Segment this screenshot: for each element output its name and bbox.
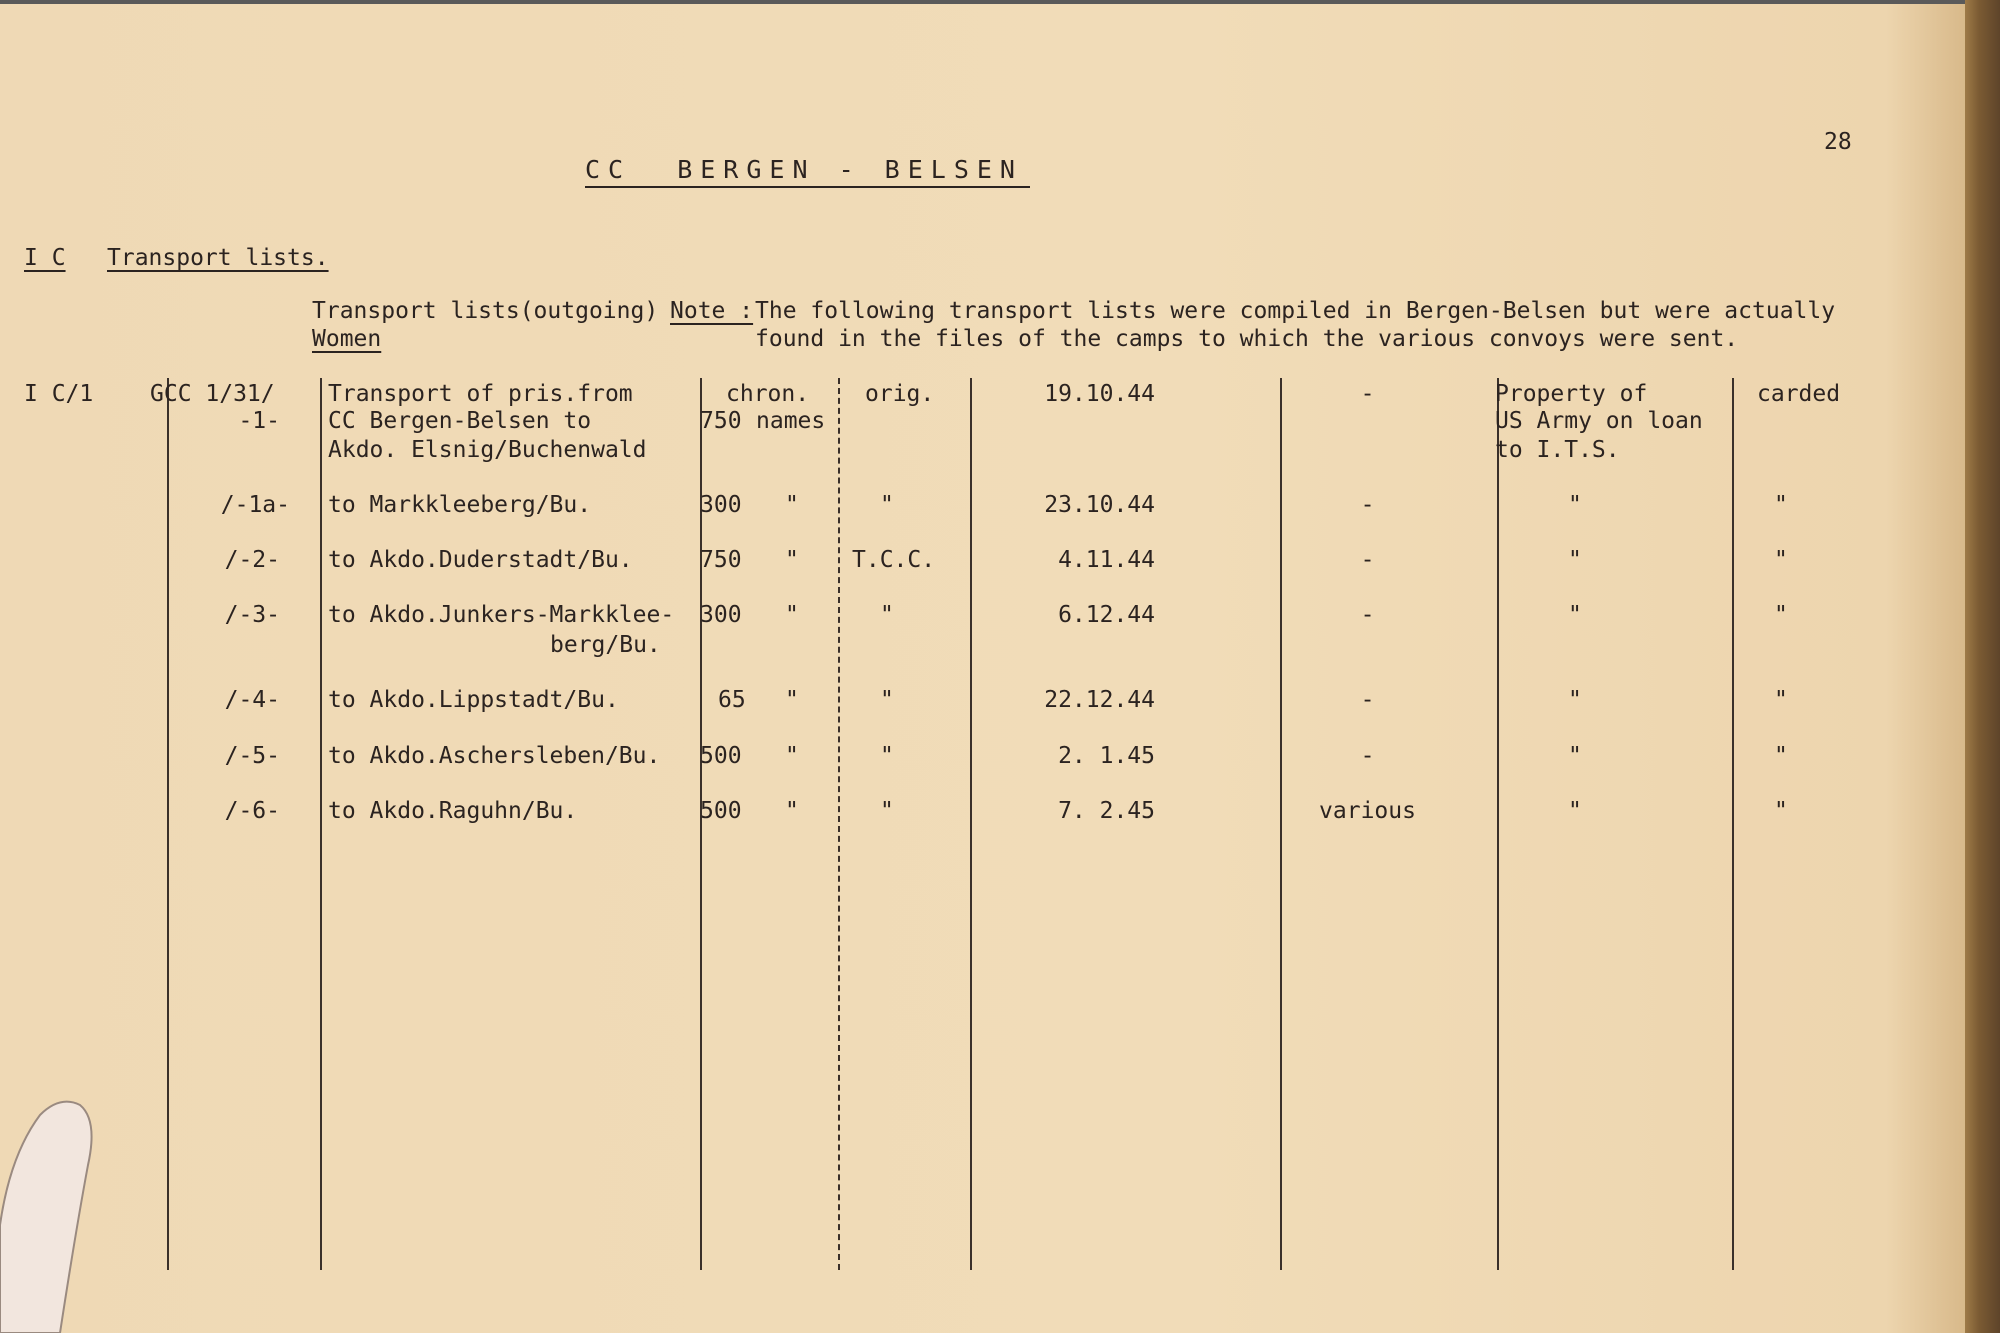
description: to Akdo.Junkers-Markklee- — [328, 602, 675, 628]
status: " — [1774, 743, 1788, 769]
title-underline — [585, 186, 1030, 188]
description: CC Bergen-Belsen to — [328, 408, 592, 434]
list-type: Transport lists(outgoing) — [312, 298, 659, 324]
count: 750 — [700, 547, 742, 573]
count: 500 — [700, 798, 742, 824]
kind: " — [785, 602, 799, 628]
kind: " — [785, 798, 799, 824]
row-label: I C/1 — [24, 381, 94, 407]
note: various — [1319, 798, 1416, 824]
kind: " — [785, 687, 799, 713]
property: " — [1568, 687, 1582, 713]
ref-number: /-4- — [224, 687, 280, 713]
page-title: CC BERGEN - BELSEN — [585, 155, 1023, 184]
date: 7. 2.45 — [1058, 798, 1155, 824]
date: 22.12.44 — [1044, 687, 1155, 713]
note-line-1: The following transport lists were compiled in Bergen-Belsen but were actually — [755, 298, 1836, 324]
ref-number: -1- — [238, 408, 280, 434]
property: " — [1568, 492, 1582, 518]
property: " — [1568, 743, 1582, 769]
property: " — [1568, 602, 1582, 628]
column-rule — [838, 378, 840, 1270]
ref-prefix: GCC 1/31/ — [150, 381, 275, 407]
count: 750 — [700, 408, 742, 434]
date: 6.12.44 — [1058, 602, 1155, 628]
section-label: Transport lists. — [107, 245, 329, 271]
description: to Akdo.Raguhn/Bu. — [328, 798, 578, 824]
property: " — [1568, 547, 1582, 573]
date: 23.10.44 — [1044, 492, 1155, 518]
column-rule — [1497, 378, 1499, 1270]
note: - — [1360, 381, 1375, 407]
section-code: I C — [24, 245, 66, 271]
note-line-2: found in the files of the camps to which the various convoys were sent. — [755, 326, 1739, 352]
date: 4.11.44 — [1058, 547, 1155, 573]
kind: names — [756, 408, 826, 434]
ref-number: /-3- — [224, 602, 280, 628]
description: berg/Bu. — [550, 632, 661, 658]
top-border — [0, 0, 1965, 4]
origin: " — [880, 743, 894, 769]
kind-chron: chron. — [726, 381, 810, 407]
kind: " — [785, 743, 799, 769]
property: Property of — [1495, 381, 1648, 407]
description: to Akdo.Lippstadt/Bu. — [328, 687, 619, 713]
status: " — [1774, 687, 1788, 713]
ref-number: /-6- — [224, 798, 280, 824]
origin: " — [880, 687, 894, 713]
description: to Akdo.Aschersleben/Bu. — [328, 743, 661, 769]
property: US Army on loan — [1495, 408, 1703, 434]
binding-edge — [1965, 0, 2000, 1333]
gender-label: Women — [312, 326, 382, 352]
status: carded — [1757, 381, 1841, 407]
column-rule — [320, 378, 322, 1270]
count: 300 — [700, 602, 742, 628]
note-label: Note : — [670, 298, 754, 324]
ref-number: /-5- — [224, 743, 280, 769]
ref-number: /-2- — [224, 547, 280, 573]
ref-number: /-1a- — [220, 492, 290, 518]
date: 2. 1.45 — [1058, 743, 1155, 769]
description: to Akdo.Duderstadt/Bu. — [328, 547, 633, 573]
status: " — [1774, 547, 1788, 573]
description: Akdo. Elsnig/Buchenwald — [328, 437, 647, 463]
status: " — [1774, 798, 1788, 824]
property: to I.T.S. — [1495, 437, 1620, 463]
property: " — [1568, 798, 1582, 824]
origin: " — [880, 798, 894, 824]
origin: " — [880, 602, 894, 628]
kind: " — [785, 492, 799, 518]
page-number: 28 — [1824, 129, 1852, 155]
origin: orig. — [865, 381, 935, 407]
description: Transport of pris.from — [328, 381, 633, 407]
note: - — [1360, 602, 1375, 628]
count: 65 — [718, 687, 746, 713]
note: - — [1360, 743, 1375, 769]
count: 300 — [700, 492, 742, 518]
status: " — [1774, 602, 1788, 628]
note: - — [1360, 492, 1375, 518]
column-rule — [1732, 378, 1734, 1270]
date: 19.10.44 — [1044, 381, 1155, 407]
column-rule — [167, 378, 169, 1270]
count: 500 — [700, 743, 742, 769]
note: - — [1360, 547, 1375, 573]
note: - — [1360, 687, 1375, 713]
origin: " — [880, 492, 894, 518]
origin: T.C.C. — [852, 547, 936, 573]
kind: " — [785, 547, 799, 573]
column-rule — [970, 378, 972, 1270]
status: " — [1774, 492, 1788, 518]
description: to Markkleeberg/Bu. — [328, 492, 592, 518]
thumb-shape — [0, 1095, 95, 1333]
